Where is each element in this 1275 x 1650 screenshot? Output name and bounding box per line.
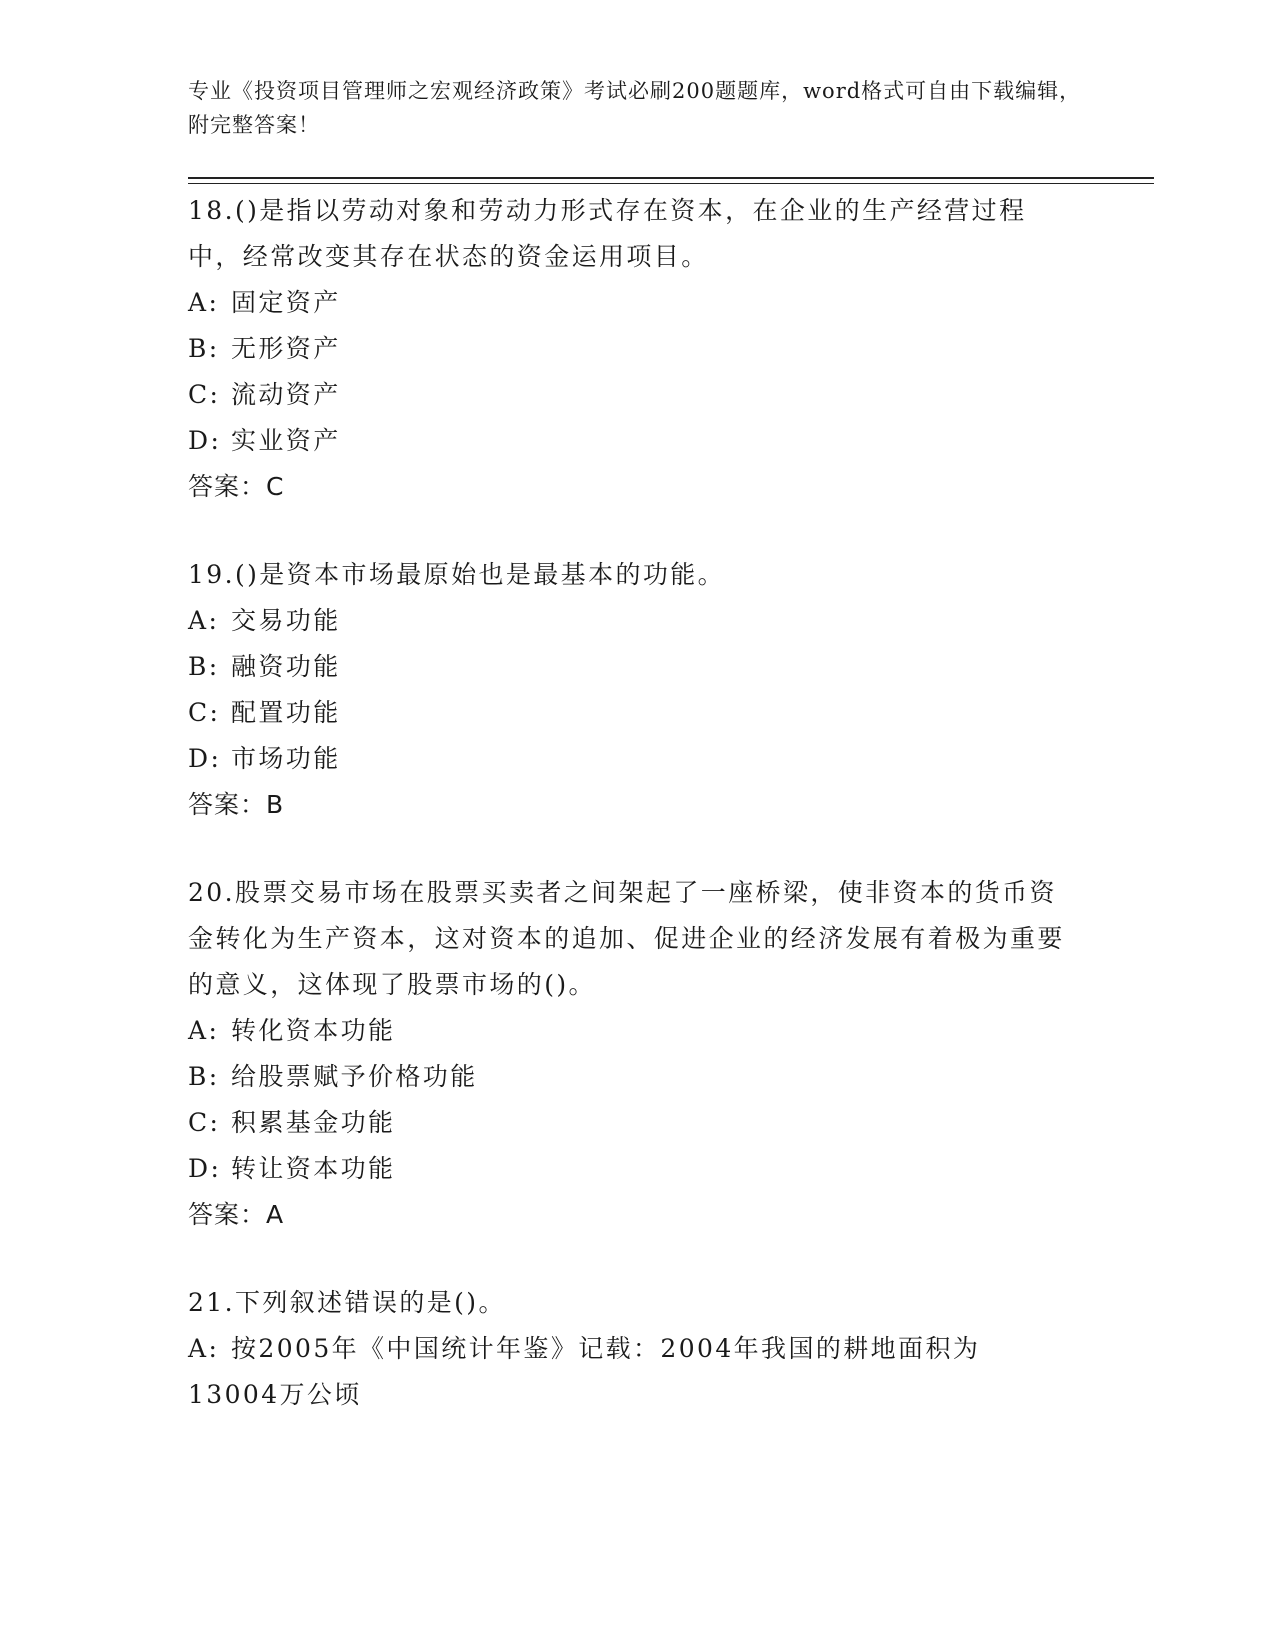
question-19 bbox=[188, 552, 1068, 828]
document-header: 专业《投资项目管理师之宏观经济政策》考试必刷200题题库，word格式可自由下载编辑，附完整答案！ bbox=[188, 79, 1082, 137]
question-stem: 20.股票交易市场在股票买卖者之间架起了一座桥梁，使非资本的货币资金转化为生产资本，这对资本的追加、促进企业的经济发展有着极为重要的意义，这体现了股票市场的()。 bbox=[188, 878, 1065, 999]
answer-line: 答案：A bbox=[188, 1200, 285, 1229]
option-text: 转化资本功能 bbox=[231, 1016, 396, 1045]
option-a bbox=[188, 1008, 1068, 1054]
option-text: 融资功能 bbox=[231, 652, 341, 681]
option-d bbox=[188, 1146, 1068, 1192]
question-18 bbox=[188, 188, 1068, 510]
option-text: 市场功能 bbox=[231, 744, 341, 773]
option-b bbox=[188, 644, 1068, 690]
option-a bbox=[188, 280, 1068, 326]
option-c bbox=[188, 1100, 1068, 1146]
option-b bbox=[188, 1054, 1068, 1100]
option-a bbox=[188, 1326, 1068, 1372]
option-letter: A: bbox=[188, 288, 220, 317]
option-text: 固定资产 bbox=[231, 288, 341, 317]
option-c bbox=[188, 690, 1068, 736]
option-continuation: 13004万公顷 bbox=[188, 1380, 362, 1409]
question-stem: 19.()是资本市场最原始也是最基本的功能。 bbox=[188, 560, 726, 589]
option-letter: A: bbox=[188, 1334, 220, 1363]
option-text: 积累基金功能 bbox=[231, 1108, 396, 1137]
option-letter: C: bbox=[188, 1108, 221, 1137]
option-letter: B: bbox=[188, 1062, 220, 1091]
question-20 bbox=[188, 870, 1068, 1238]
option-text: 给股票赋予价格功能 bbox=[231, 1062, 478, 1091]
option-letter: C: bbox=[188, 698, 221, 727]
answer-line: 答案：B bbox=[188, 790, 285, 819]
option-text: 实业资产 bbox=[231, 426, 341, 455]
option-letter: D: bbox=[188, 426, 222, 455]
option-letter: D: bbox=[188, 1154, 222, 1183]
option-letter: A: bbox=[188, 606, 220, 635]
option-c bbox=[188, 372, 1068, 418]
option-text: 配置功能 bbox=[231, 698, 341, 727]
question-21 bbox=[188, 1280, 1068, 1418]
option-d bbox=[188, 736, 1068, 782]
header-divider-thin bbox=[188, 183, 1154, 184]
option-b bbox=[188, 326, 1068, 372]
option-letter: C: bbox=[188, 380, 221, 409]
option-text: 流动资产 bbox=[231, 380, 341, 409]
option-letter: A: bbox=[188, 1016, 220, 1045]
option-d bbox=[188, 418, 1068, 464]
header-divider-thick bbox=[188, 177, 1154, 179]
option-letter: B: bbox=[188, 652, 220, 681]
question-stem: 21.下列叙述错误的是()。 bbox=[188, 1288, 506, 1317]
option-letter: B: bbox=[188, 334, 220, 363]
option-text: 转让资本功能 bbox=[231, 1154, 396, 1183]
option-text: 无形资产 bbox=[231, 334, 341, 363]
option-letter: D: bbox=[188, 744, 222, 773]
option-text: 交易功能 bbox=[231, 606, 341, 635]
question-stem: 18.()是指以劳动对象和劳动力形式存在资本，在企业的生产经营过程中，经常改变其存在状态的资金运用项目。 bbox=[188, 196, 1027, 271]
option-text: 按2005年《中国统计年鉴》记载：2004年我国的耕地面积为 bbox=[231, 1334, 981, 1363]
option-a bbox=[188, 598, 1068, 644]
answer-line: 答案：C bbox=[188, 472, 285, 501]
